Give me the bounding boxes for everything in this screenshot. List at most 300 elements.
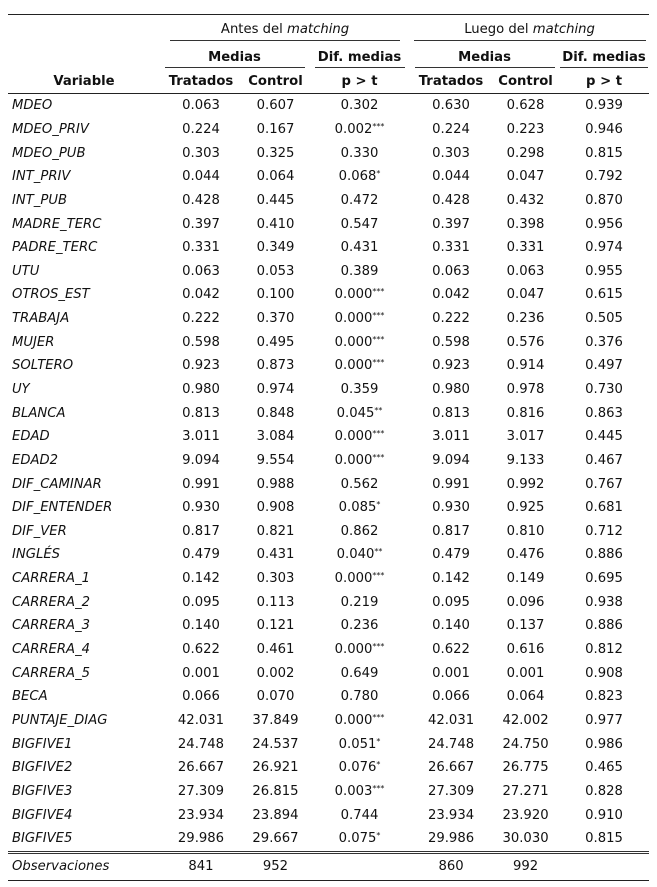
pvalue-after: 0.467 — [585, 452, 623, 468]
group-after-prefix: Luego del — [464, 21, 533, 37]
tratados-after: 24.748 — [427, 736, 475, 752]
tratados-after: 0.066 — [432, 689, 470, 705]
pvalue-after: 0.977 — [585, 712, 623, 728]
tratados-after: 0.140 — [432, 618, 470, 634]
table-row — [8, 94, 649, 118]
control-after: 42.002 — [502, 712, 549, 728]
tratados-after: 0.817 — [432, 523, 470, 539]
variable-name: MDEO_PRIV — [12, 121, 89, 137]
control-before: 0.053 — [256, 263, 295, 279]
variable-name: BIGFIVE5 — [12, 831, 73, 847]
variable-name: DIF_CAMINAR — [12, 476, 102, 492]
tratados-before: 29.986 — [177, 831, 225, 847]
table-row — [8, 165, 649, 189]
control-after: 0.628 — [506, 98, 545, 114]
variable-name: BECA — [12, 689, 48, 705]
pvalue-after: 0.956 — [585, 216, 623, 232]
variable-name: CARRERA_2 — [12, 594, 91, 610]
table-row — [8, 401, 649, 425]
control-after: 0.223 — [506, 121, 545, 137]
significance-stars: * — [376, 169, 381, 179]
pvalue-after: 0.986 — [585, 736, 623, 752]
observations-row — [8, 852, 649, 880]
pvalue-after: 0.730 — [585, 382, 623, 397]
table-row — [8, 118, 649, 142]
variable-name: SOLTERO — [12, 358, 74, 374]
variable-name: BIGFIVE3 — [12, 783, 73, 799]
pvalue-after: 0.886 — [585, 618, 623, 634]
significance-stars: *** — [372, 311, 385, 321]
table-row — [8, 614, 649, 638]
control-before: 0.821 — [256, 523, 295, 539]
tratados-before: 0.042 — [182, 287, 220, 303]
pvalue-before: 0.000*** — [334, 358, 385, 374]
tratados-after: 0.930 — [432, 500, 470, 516]
control-after: 0.616 — [506, 642, 545, 658]
col-header-control-before: Control — [242, 70, 309, 94]
tratados-before: 0.303 — [182, 145, 220, 161]
significance-stars: *** — [372, 783, 385, 793]
pvalue-before: 0.000*** — [334, 429, 385, 445]
variable-name: CARRERA_3 — [12, 618, 91, 634]
tratados-after: 0.224 — [432, 121, 470, 137]
tratados-after: 0.303 — [432, 145, 470, 161]
header-row-groups — [8, 15, 649, 48]
pvalue-before: 0.649 — [340, 665, 379, 681]
col-header-pvalue-after: p > t — [559, 70, 649, 94]
tratados-before: 0.479 — [182, 547, 220, 563]
control-before: 0.349 — [256, 240, 295, 256]
pvalue-before: 0.862 — [340, 523, 379, 539]
control-before: 3.084 — [256, 429, 295, 445]
control-after: 0.137 — [506, 618, 545, 634]
tratados-after: 9.094 — [432, 452, 470, 468]
variable-name: MADRE_TERC — [12, 216, 102, 232]
pvalue-after: 0.812 — [585, 642, 623, 658]
control-after: 0.576 — [506, 334, 545, 350]
tratados-after: 0.222 — [432, 311, 470, 327]
tratados-before: 24.748 — [177, 736, 225, 752]
variable-name: BIGFIVE2 — [12, 760, 73, 776]
variable-name: DIF_VER — [12, 523, 67, 539]
table-row — [8, 590, 649, 614]
observations-tratados-before: 841 — [160, 852, 242, 880]
pvalue-before: 0.000*** — [334, 334, 385, 350]
tratados-after: 0.397 — [432, 216, 470, 232]
pvalue-after: 0.815 — [585, 831, 623, 847]
tratados-after: 26.667 — [427, 760, 475, 776]
tratados-before: 26.667 — [177, 760, 225, 776]
tratados-after: 29.986 — [427, 831, 475, 847]
control-after: 30.030 — [502, 831, 549, 847]
pvalue-before: 0.359 — [340, 382, 379, 397]
control-after: 0.064 — [506, 689, 545, 705]
pvalue-before: 0.000*** — [334, 311, 385, 327]
tratados-before: 0.063 — [182, 263, 220, 279]
control-before: 0.974 — [256, 382, 295, 397]
control-before: 0.431 — [256, 547, 295, 563]
pvalue-after: 0.465 — [585, 760, 623, 776]
control-before: 0.445 — [256, 192, 295, 208]
tratados-before: 42.031 — [177, 712, 225, 728]
col-header-variable: Variable — [8, 70, 160, 94]
table-row — [8, 330, 649, 354]
variable-name: EDAD — [12, 429, 50, 445]
variable-name: BIGFIVE1 — [12, 736, 73, 752]
pvalue-after: 0.497 — [585, 358, 623, 374]
tratados-after: 27.309 — [427, 783, 475, 799]
control-after: 0.298 — [506, 145, 545, 161]
control-before: 0.908 — [256, 500, 295, 516]
table-row — [8, 827, 649, 852]
control-before: 0.607 — [256, 98, 295, 114]
table-row — [8, 425, 649, 449]
control-before: 0.325 — [256, 145, 295, 161]
significance-stars: *** — [372, 642, 385, 652]
variable-name: TRABAJA — [12, 311, 70, 327]
table-row — [8, 520, 649, 544]
control-after: 27.271 — [502, 783, 549, 799]
table-row — [8, 803, 649, 827]
tratados-after: 0.428 — [432, 192, 470, 208]
control-after: 0.978 — [506, 382, 545, 397]
pvalue-before: 0.562 — [340, 476, 379, 492]
tratados-after: 23.934 — [427, 807, 475, 823]
significance-stars: * — [376, 760, 381, 770]
pvalue-before: 0.045** — [336, 405, 383, 421]
tratados-before: 0.428 — [182, 192, 220, 208]
pvalue-before: 0.000*** — [334, 642, 385, 658]
significance-stars: *** — [372, 334, 385, 344]
group-before-italic: matching — [287, 21, 350, 37]
control-before: 24.537 — [252, 736, 299, 752]
control-before: 26.921 — [252, 760, 299, 776]
control-after: 0.432 — [506, 192, 545, 208]
pvalue-after: 0.792 — [585, 169, 623, 185]
significance-stars: ** — [374, 405, 383, 415]
control-after: 0.925 — [506, 500, 545, 516]
significance-stars: *** — [372, 429, 385, 439]
pvalue-before: 0.472 — [340, 192, 379, 208]
variable-name: CARRERA_5 — [12, 665, 91, 681]
variable-name: UY — [12, 382, 30, 397]
variable-name: INT_PRIV — [12, 169, 71, 185]
table-row — [8, 496, 649, 520]
significance-stars: *** — [372, 452, 385, 462]
tratados-before: 0.224 — [182, 121, 220, 137]
header-medias-before: Medias — [160, 47, 309, 70]
variable-name: INT_PUB — [12, 192, 68, 208]
table-row — [8, 543, 649, 567]
pvalue-before: 0.431 — [340, 240, 379, 256]
tratados-after: 0.923 — [432, 358, 470, 374]
pvalue-after: 0.910 — [585, 807, 623, 823]
pvalue-after: 0.939 — [585, 98, 623, 114]
control-after: 0.149 — [506, 571, 545, 587]
header-row-columns — [8, 70, 649, 94]
table-row — [8, 709, 649, 733]
control-before: 0.370 — [256, 311, 295, 327]
variable-name: CARRERA_4 — [12, 642, 91, 658]
significance-stars: *** — [372, 287, 385, 297]
group-after-matching — [410, 15, 649, 48]
tratados-before: 0.397 — [182, 216, 220, 232]
control-before: 0.461 — [256, 642, 295, 658]
tratados-after: 0.622 — [432, 642, 470, 658]
table-row — [8, 212, 649, 236]
pvalue-after: 0.870 — [585, 192, 623, 208]
control-after: 24.750 — [502, 736, 549, 752]
header-row-measures — [8, 47, 649, 70]
tratados-before: 0.331 — [182, 240, 220, 256]
table-row — [8, 378, 649, 402]
control-before: 0.064 — [256, 169, 295, 185]
control-before: 9.554 — [256, 452, 295, 468]
control-before: 0.002 — [256, 665, 295, 681]
control-after: 0.001 — [506, 665, 545, 681]
variable-name: BLANCA — [12, 405, 66, 421]
pvalue-after: 0.815 — [585, 145, 623, 161]
control-before: 37.849 — [252, 712, 299, 728]
tratados-before: 0.622 — [182, 642, 220, 658]
pvalue-before: 0.389 — [340, 263, 379, 279]
control-before: 0.873 — [256, 358, 295, 374]
table-row — [8, 283, 649, 307]
pvalue-after: 0.863 — [585, 405, 623, 421]
pvalue-before: 0.330 — [340, 145, 379, 161]
tratados-after: 0.142 — [432, 571, 470, 587]
pvalue-before: 0.085* — [338, 500, 381, 516]
control-after: 9.133 — [506, 452, 545, 468]
tratados-after: 0.980 — [432, 382, 470, 397]
control-before: 0.988 — [256, 476, 295, 492]
control-after: 0.047 — [506, 169, 545, 185]
variable-name: BIGFIVE4 — [12, 807, 73, 823]
pvalue-after: 0.767 — [585, 476, 623, 492]
control-before: 0.070 — [256, 689, 295, 705]
pvalue-after: 0.695 — [585, 571, 623, 587]
tratados-before: 0.991 — [182, 476, 220, 492]
significance-stars: * — [376, 736, 381, 746]
table-row — [8, 567, 649, 591]
control-after: 23.920 — [502, 807, 549, 823]
control-after: 0.331 — [506, 240, 545, 256]
control-before: 26.815 — [252, 783, 299, 799]
control-after: 0.047 — [506, 287, 545, 303]
tratados-before: 0.598 — [182, 334, 220, 350]
table-row — [8, 141, 649, 165]
control-after: 0.096 — [506, 594, 545, 610]
tratados-after: 0.991 — [432, 476, 470, 492]
tratados-after: 0.331 — [432, 240, 470, 256]
col-header-tratados-after: Tratados — [410, 70, 492, 94]
control-before: 0.100 — [256, 287, 295, 303]
tratados-after: 0.630 — [432, 98, 470, 114]
pvalue-after: 0.946 — [585, 121, 623, 137]
control-before: 0.303 — [256, 571, 295, 587]
tratados-after: 0.095 — [432, 594, 470, 610]
control-after: 0.476 — [506, 547, 545, 563]
control-after: 0.816 — [506, 405, 545, 421]
tratados-after: 42.031 — [427, 712, 475, 728]
col-header-tratados-before: Tratados — [160, 70, 242, 94]
tratados-before: 0.142 — [182, 571, 220, 587]
tratados-after: 3.011 — [432, 429, 470, 445]
table-row — [8, 756, 649, 780]
control-after: 3.017 — [506, 429, 545, 445]
observations-control-before: 952 — [242, 852, 309, 880]
control-after: 0.398 — [506, 216, 545, 232]
variable-name: UTU — [12, 263, 40, 279]
matching-balance-table — [8, 14, 649, 881]
pvalue-before: 0.302 — [340, 98, 379, 114]
tratados-after: 0.044 — [432, 169, 470, 185]
variable-name: CARRERA_1 — [12, 571, 91, 587]
variable-name: PADRE_TERC — [12, 240, 98, 256]
pvalue-after: 0.681 — [585, 500, 623, 516]
tratados-before: 0.044 — [182, 169, 220, 185]
pvalue-after: 0.828 — [585, 783, 623, 799]
tratados-after: 0.479 — [432, 547, 470, 563]
tratados-before: 3.011 — [182, 429, 220, 445]
variable-name: MDEO_PUB — [12, 145, 86, 161]
tratados-after: 0.813 — [432, 405, 470, 421]
header-dif-medias-before: Dif. medias — [309, 47, 410, 70]
control-after: 0.810 — [506, 523, 545, 539]
tratados-before: 9.094 — [182, 452, 220, 468]
pvalue-after: 0.955 — [585, 263, 623, 279]
observations-tratados-after: 860 — [410, 852, 492, 880]
group-after-italic: matching — [532, 21, 595, 37]
variable-name: MUJER — [12, 334, 55, 350]
tratados-before: 0.001 — [182, 665, 220, 681]
table-row — [8, 307, 649, 331]
significance-stars: *** — [372, 121, 385, 131]
control-before: 0.848 — [256, 405, 295, 421]
table-row — [8, 472, 649, 496]
pvalue-after: 0.445 — [585, 429, 623, 445]
significance-stars: *** — [372, 571, 385, 581]
group-before-matching — [160, 15, 410, 48]
tratados-before: 0.813 — [182, 405, 220, 421]
col-header-pvalue-before: p > t — [309, 70, 410, 94]
tratados-before: 0.930 — [182, 500, 220, 516]
table-row — [8, 189, 649, 213]
significance-stars: *** — [372, 358, 385, 368]
variable-name: MDEO — [12, 98, 53, 114]
pvalue-after: 0.376 — [585, 334, 623, 350]
tratados-before: 27.309 — [177, 783, 225, 799]
table-row — [8, 661, 649, 685]
control-after: 0.063 — [506, 263, 545, 279]
pvalue-before: 0.236 — [340, 618, 379, 634]
tratados-before: 0.980 — [182, 382, 220, 397]
header-dif-medias-after: Dif. medias — [559, 47, 649, 70]
pvalue-before: 0.219 — [340, 594, 379, 610]
table-row — [8, 732, 649, 756]
control-before: 0.113 — [256, 594, 295, 610]
observations-label: Observaciones — [8, 852, 160, 880]
tratados-after: 0.063 — [432, 263, 470, 279]
tratados-before: 0.095 — [182, 594, 220, 610]
control-after: 26.775 — [502, 760, 549, 776]
pvalue-before: 0.075* — [338, 831, 381, 847]
tratados-before: 23.934 — [177, 807, 225, 823]
tratados-before: 0.817 — [182, 523, 220, 539]
control-before: 0.167 — [256, 121, 295, 137]
pvalue-after: 0.886 — [585, 547, 623, 563]
pvalue-before: 0.000*** — [334, 452, 385, 468]
tratados-before: 0.140 — [182, 618, 220, 634]
control-after: 0.914 — [506, 358, 545, 374]
pvalue-after: 0.938 — [585, 594, 623, 610]
pvalue-before: 0.040** — [336, 547, 383, 563]
significance-stars: * — [376, 831, 381, 841]
variable-name: DIF_ENTENDER — [12, 500, 113, 516]
tratados-before: 0.066 — [182, 689, 220, 705]
tratados-after: 0.598 — [432, 334, 470, 350]
table-row — [8, 449, 649, 473]
col-header-control-after: Control — [492, 70, 559, 94]
header-medias-after: Medias — [410, 47, 559, 70]
pvalue-before: 0.002*** — [334, 121, 385, 137]
pvalue-before: 0.000*** — [334, 712, 385, 728]
pvalue-before: 0.000*** — [334, 571, 385, 587]
control-before: 29.667 — [252, 831, 299, 847]
pvalue-before: 0.000*** — [334, 287, 385, 303]
variable-name: EDAD2 — [12, 452, 59, 468]
table-row — [8, 354, 649, 378]
group-before-prefix: Antes del — [220, 21, 287, 37]
table-row — [8, 259, 649, 283]
tratados-before: 0.923 — [182, 358, 220, 374]
tratados-before: 0.063 — [182, 98, 220, 114]
pvalue-before: 0.076* — [338, 760, 381, 776]
control-before: 23.894 — [252, 807, 299, 823]
pvalue-before: 0.051* — [338, 736, 381, 752]
pvalue-after: 0.505 — [585, 311, 623, 327]
control-after: 0.236 — [506, 311, 545, 327]
tratados-before: 0.222 — [182, 311, 220, 327]
table-row — [8, 236, 649, 260]
pvalue-after: 0.712 — [585, 523, 623, 539]
table-row — [8, 685, 649, 709]
pvalue-before: 0.547 — [340, 216, 379, 232]
pvalue-before: 0.744 — [340, 807, 379, 823]
pvalue-after: 0.823 — [585, 689, 623, 705]
control-after: 0.992 — [506, 476, 545, 492]
significance-stars: * — [376, 500, 381, 510]
pvalue-after: 0.974 — [585, 240, 623, 256]
pvalue-before: 0.003*** — [334, 783, 385, 799]
variable-name: PUNTAJE_DIAG — [12, 712, 108, 728]
tratados-after: 0.042 — [432, 287, 470, 303]
significance-stars: ** — [374, 547, 383, 557]
observations-control-after: 992 — [492, 852, 559, 880]
tratados-after: 0.001 — [432, 665, 470, 681]
table-row — [8, 638, 649, 662]
table-row — [8, 780, 649, 804]
significance-stars: *** — [372, 712, 385, 722]
pvalue-before: 0.068* — [338, 169, 381, 185]
pvalue-after: 0.615 — [585, 287, 623, 303]
control-before: 0.410 — [256, 216, 295, 232]
control-before: 0.495 — [256, 334, 295, 350]
variable-name: OTROS_EST — [12, 287, 90, 303]
variable-name: INGLÉS — [12, 547, 61, 563]
control-before: 0.121 — [256, 618, 295, 634]
pvalue-after: 0.908 — [585, 665, 623, 681]
